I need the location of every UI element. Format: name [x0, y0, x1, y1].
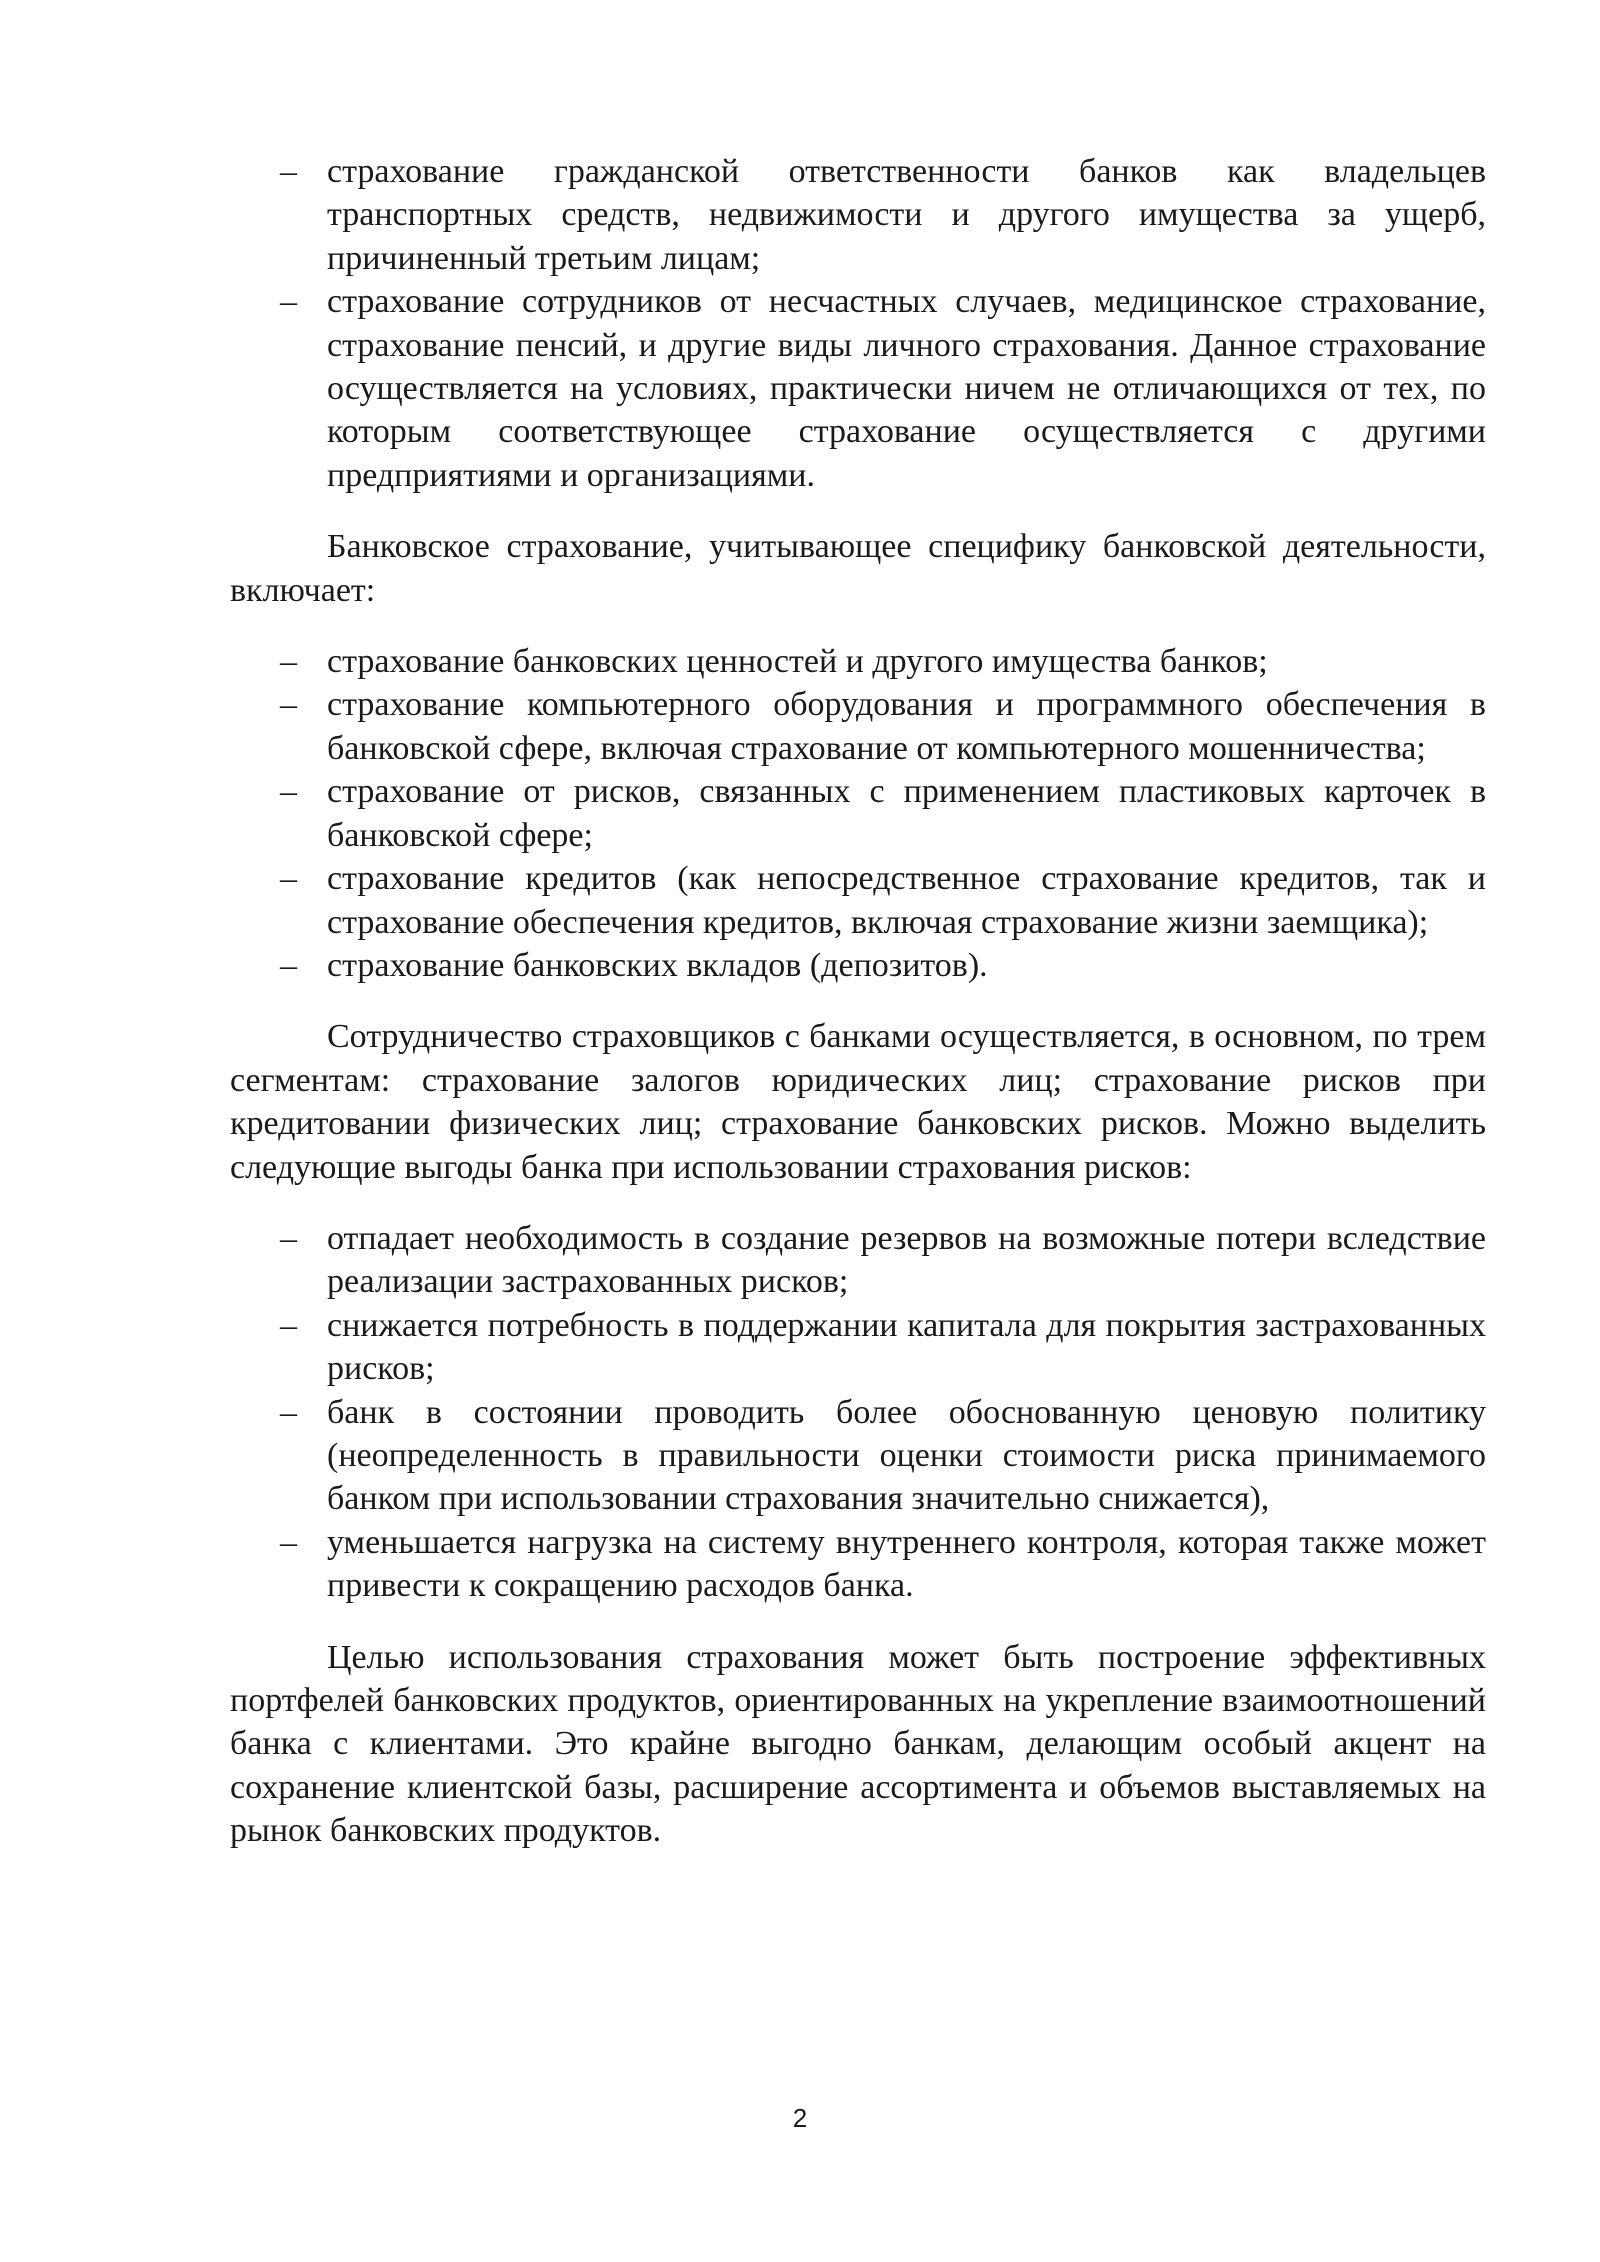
list-item [230, 1217, 1486, 1304]
list-item [230, 770, 1486, 857]
list-item-text: страхование компьютерного оборудования и программного обеспечения в банковской сфере, включая страхование от компьютерного мошенничества; [327, 686, 1486, 767]
list-item-text: отпадает необходимость в создание резервов на возможные потери вследствие реализации застрахованных рисков; [327, 1219, 1486, 1301]
dash-marker: – [280, 1523, 297, 1561]
list-item [230, 944, 1486, 987]
page-content [230, 150, 1486, 1853]
paragraph-banking-insurance: Банковское страхование, учитывающее специфику банковской деятельности, включает: [230, 528, 1486, 609]
list-item [230, 1391, 1486, 1521]
dash-marker: – [280, 686, 297, 724]
bullet-list-3 [230, 1217, 1486, 1608]
spacer [230, 497, 1486, 525]
page-number: 2 [792, 2103, 808, 2133]
list-item-text: страхование гражданской ответственности банков как владельцев транспортных средств, недвижимости и другого имущества за ущерб, причиненный третьим лицам; [327, 153, 1486, 277]
spacer [230, 987, 1486, 1015]
list-item [230, 640, 1486, 683]
list-item-text: банк в состоянии проводить более обоснованную ценовую политику (неопределенность в правильности оценки стоимости риска принимаемого банком при использовании страхования значительно снижается), [327, 1393, 1486, 1518]
dash-marker: – [280, 773, 297, 811]
list-item-text: страхование банковских ценностей и другого имущества банков; [327, 643, 1268, 681]
dash-marker: – [280, 153, 297, 190]
bullet-list-1 [230, 150, 1486, 497]
spacer [230, 612, 1486, 640]
paragraph-goal: Целью использования страхования может быть построение эффективных портфелей банковских продуктов, ориентированных на укрепление взаимоотношений банка с клиентами. Это крайне выгодно банкам, делающим особый акцент на сохранение клиентской базы, расширение ассортимента и объемов выставляемых на рынок банковских продуктов. [230, 1638, 1486, 1850]
list-item [230, 280, 1486, 497]
dash-marker: – [280, 1306, 297, 1344]
list-item [230, 1304, 1486, 1391]
list-item [230, 1521, 1486, 1608]
spacer [230, 1608, 1486, 1636]
dash-marker: – [280, 1219, 297, 1257]
dash-marker: – [280, 643, 297, 681]
dash-marker: – [280, 1393, 297, 1431]
list-item [230, 857, 1486, 944]
list-item [230, 683, 1486, 770]
list-item-text: страхование от рисков, связанных с применением пластиковых карточек в банковской сфере; [327, 773, 1486, 854]
dash-marker: – [280, 283, 297, 321]
dash-marker: – [280, 946, 297, 984]
list-item-text: снижается потребность в поддержании капитала для покрытия застрахованных рисков; [327, 1306, 1486, 1388]
dash-marker: – [280, 860, 297, 898]
list-item-text: страхование сотрудников от несчастных случаев, медицинское страхование, страхование пенсий, и другие виды личного страхования. Данное страхование осуществляется на условиях, практически ничем не отличающихся от тех, по которым соответствующее страхование осуществляется с другими предприятиями и организациями. [327, 283, 1486, 494]
spacer [230, 1189, 1486, 1217]
list-item-text: страхование кредитов (как непосредственное страхование кредитов, так и страхование обеспечения кредитов, включая страхование жизни заемщика); [327, 860, 1486, 941]
list-item-text: страхование банковских вкладов (депозитов). [327, 946, 988, 984]
paragraph-cooperation: Сотрудничество страховщиков с банками осуществляется, в основном, по трем сегментам: страхование залогов юридических лиц; страхование рисков при кредитовании физических лиц; страхование банковских рисков. Можно выделить следующие выгоды банка при использовании страхования рисков: [230, 1018, 1486, 1186]
bullet-list-2 [230, 640, 1486, 987]
list-item-text: уменьшается нагрузка на систему внутреннего контроля, которая также может привести к сокращению расходов банка. [327, 1523, 1486, 1605]
list-item [230, 150, 1486, 280]
